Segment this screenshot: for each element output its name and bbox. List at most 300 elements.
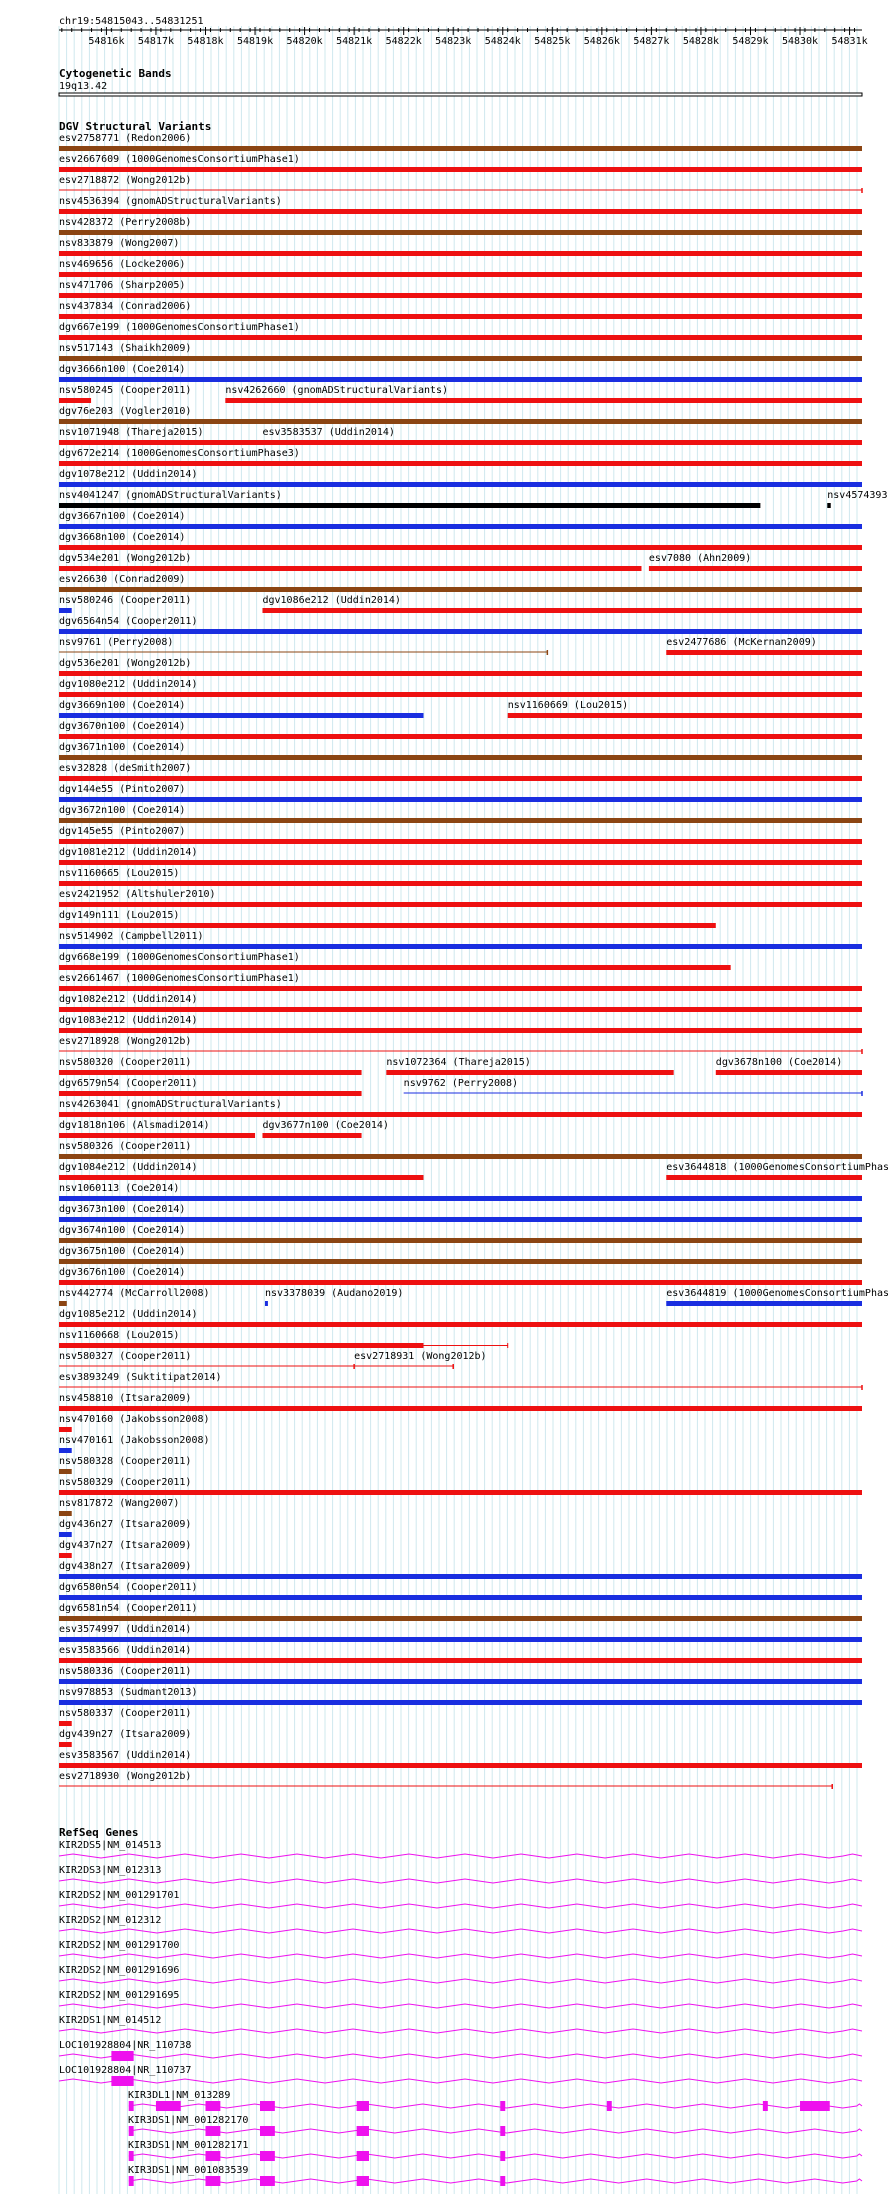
sv-bar xyxy=(386,1070,673,1075)
ruler-label: 54825k xyxy=(534,36,571,47)
sv-label: esv3893249 (Suktitipat2014) xyxy=(59,1372,222,1383)
sv-feature[interactable] xyxy=(59,847,862,865)
ruler-label: 54821k xyxy=(336,36,373,47)
sv-feature[interactable] xyxy=(59,595,191,613)
sv-label: nsv1160669 (Lou2015) xyxy=(507,700,629,711)
sv-label: dgv3678n100 (Coe2014) xyxy=(715,1057,843,1068)
sv-label: dgv3674n100 (Coe2014) xyxy=(59,1225,186,1236)
sv-bar xyxy=(59,1259,862,1264)
sv-label: nsv1072364 (Thareja2015) xyxy=(386,1057,531,1068)
sv-feature[interactable] xyxy=(265,1288,403,1306)
gene-exon xyxy=(205,2126,220,2136)
sv-bar xyxy=(59,251,862,256)
gene-feature[interactable] xyxy=(59,1865,862,1883)
sv-label: dgv6579n54 (Cooper2011) xyxy=(59,1078,198,1089)
sv-bar xyxy=(59,986,862,991)
ruler-label: 54826k xyxy=(583,36,620,47)
sv-feature[interactable] xyxy=(59,721,862,739)
sv-feature[interactable] xyxy=(59,238,862,256)
sv-label: nsv580337 (Cooper2011) xyxy=(59,1708,192,1719)
sv-label: esv2718931 (Wong2012b) xyxy=(354,1351,487,1362)
gene-exon xyxy=(205,2176,220,2186)
sv-feature[interactable] xyxy=(59,406,862,424)
gene-intron xyxy=(59,2079,862,2083)
cytoband-track-title: Cytogenetic Bands xyxy=(59,67,172,80)
sv-label: dgv3677n100 (Coe2014) xyxy=(262,1120,389,1131)
cytoband-track xyxy=(59,67,862,96)
sv-feature[interactable] xyxy=(649,553,862,571)
sv-bar xyxy=(59,566,641,571)
sv-feature[interactable] xyxy=(59,658,862,676)
sv-bar xyxy=(59,587,862,592)
sv-bar xyxy=(59,1637,862,1642)
sv-feature[interactable] xyxy=(59,679,862,697)
sv-feature[interactable] xyxy=(59,1309,862,1327)
sv-bar xyxy=(59,1007,862,1012)
sv-bar xyxy=(59,398,91,403)
sv-label: dgv534e201 (Wong2012b) xyxy=(59,553,192,564)
sv-label: nsv469656 (Locke2006) xyxy=(59,259,186,270)
sv-label: esv3583537 (Uddin2014) xyxy=(262,427,395,438)
sv-feature[interactable] xyxy=(59,1645,862,1663)
sv-feature[interactable] xyxy=(59,1561,862,1579)
sv-bar xyxy=(59,1427,72,1432)
sv-bar xyxy=(59,629,862,634)
sv-label: esv7080 (Ahn2009) xyxy=(648,553,752,564)
sv-feature[interactable] xyxy=(59,1036,862,1054)
sv-bar xyxy=(59,482,862,487)
sv-label: dgv536e201 (Wong2012b) xyxy=(59,658,192,669)
gene-intron xyxy=(129,2154,862,2158)
sv-label: esv3644819 (1000GenomesConsortiumPhas xyxy=(666,1288,890,1299)
sv-bar xyxy=(59,524,862,529)
sv-bar xyxy=(59,314,862,319)
sv-feature[interactable] xyxy=(59,868,862,886)
sv-label: dgv1086e212 (Uddin2014) xyxy=(262,595,401,606)
sv-label: nsv1160665 (Lou2015) xyxy=(59,868,180,879)
sv-bar xyxy=(59,1175,423,1180)
sv-feature[interactable] xyxy=(59,1393,862,1411)
sv-label: nsv9762 (Perry2008) xyxy=(403,1078,519,1089)
sv-feature[interactable] xyxy=(59,742,862,760)
sv-label: dgv438n27 (Itsara2009) xyxy=(59,1561,192,1572)
ruler-label: 54831k xyxy=(831,36,868,47)
sv-bar xyxy=(59,1595,862,1600)
sv-label: nsv517143 (Shaikh2009) xyxy=(59,343,192,354)
sv-bar xyxy=(59,1217,862,1222)
gene-exon xyxy=(129,2126,134,2136)
sv-bar xyxy=(59,902,862,907)
sv-feature[interactable] xyxy=(59,952,731,970)
cytoband-bar xyxy=(59,93,862,96)
sv-label: dgv3666n100 (Coe2014) xyxy=(59,364,186,375)
ruler-label: 54829k xyxy=(732,36,769,47)
sv-label: nsv3378039 (Audano2019) xyxy=(264,1288,404,1299)
sv-bar xyxy=(59,755,862,760)
gene-intron xyxy=(59,1929,862,1933)
ruler-label: 54827k xyxy=(633,36,670,47)
sv-bar xyxy=(59,1280,862,1285)
sv-feature[interactable] xyxy=(59,994,862,1012)
gene-label: KIR2DS5|NM_014513 xyxy=(59,1840,162,1851)
ruler-label: 54823k xyxy=(435,36,472,47)
sv-bar xyxy=(508,713,862,718)
sv-label: nsv1160668 (Lou2015) xyxy=(59,1330,180,1341)
sv-bar xyxy=(59,1301,67,1306)
sv-feature[interactable] xyxy=(59,154,862,172)
sv-feature[interactable] xyxy=(59,1687,862,1705)
sv-bar xyxy=(59,272,862,277)
gene-feature[interactable] xyxy=(59,1840,862,1858)
sv-label: esv2718872 (Wong2012b) xyxy=(59,175,192,186)
sv-label: esv3583566 (Uddin2014) xyxy=(59,1645,192,1656)
sv-label: dgv3672n100 (Coe2014) xyxy=(59,805,186,816)
sv-label: nsv580245 (Cooper2011) xyxy=(59,385,192,396)
sv-bar xyxy=(59,1448,72,1453)
gene-intron xyxy=(59,1904,862,1908)
sv-feature[interactable] xyxy=(225,385,862,403)
gene-feature[interactable] xyxy=(59,2040,862,2061)
sv-feature[interactable] xyxy=(59,259,862,277)
sv-label: dgv1084e212 (Uddin2014) xyxy=(59,1162,198,1173)
gene-exon xyxy=(156,2101,181,2111)
gene-label: KIR2DS2|NM_012312 xyxy=(59,1915,162,1926)
sv-bar xyxy=(59,293,862,298)
sv-feature[interactable] xyxy=(59,973,862,991)
sv-feature[interactable] xyxy=(59,805,862,823)
sv-label: dgv76e203 (Vogler2010) xyxy=(59,406,192,417)
sv-label: dgv1081e212 (Uddin2014) xyxy=(59,847,198,858)
sv-feature[interactable] xyxy=(59,469,862,487)
sv-label: dgv1818n106 (Alsmadi2014) xyxy=(59,1120,210,1131)
sv-label: nsv1060113 (Coe2014) xyxy=(59,1183,180,1194)
sv-label: dgv668e199 (1000GenomesConsortiumPhase1) xyxy=(59,952,300,963)
sv-feature[interactable] xyxy=(59,1204,862,1222)
gene-exon xyxy=(205,2151,220,2161)
sv-feature[interactable] xyxy=(59,1456,191,1474)
sv-feature[interactable] xyxy=(59,1372,862,1390)
sv-bar xyxy=(59,1763,862,1768)
sv-bar xyxy=(59,1133,255,1138)
sv-feature[interactable] xyxy=(262,595,862,613)
sv-bar xyxy=(59,671,862,676)
sv-label: esv2477686 (McKernan2009) xyxy=(666,637,817,648)
ruler-label: 54822k xyxy=(385,36,422,47)
sv-feature[interactable] xyxy=(59,1477,862,1495)
sv-feature[interactable] xyxy=(59,511,862,529)
gene-exon xyxy=(205,2101,220,2111)
gene-feature[interactable] xyxy=(59,1915,862,1933)
sv-feature[interactable] xyxy=(59,784,862,802)
sv-feature[interactable] xyxy=(666,1288,889,1306)
sv-bar xyxy=(59,860,862,865)
sv-feature[interactable] xyxy=(59,1099,862,1117)
sv-bar xyxy=(225,398,862,403)
sv-feature[interactable] xyxy=(716,1057,862,1075)
sv-feature[interactable] xyxy=(59,1330,508,1348)
gene-exon xyxy=(260,2151,275,2161)
sv-feature[interactable] xyxy=(59,217,862,235)
gene-exon xyxy=(800,2101,830,2111)
sv-label: nsv4536394 (gnomADStructuralVariants) xyxy=(59,196,282,207)
gene-label: KIR2DS3|NM_012313 xyxy=(59,1865,162,1876)
gene-intron xyxy=(59,1854,862,1858)
sv-label: dgv667e199 (1000GenomesConsortiumPhase1) xyxy=(59,322,300,333)
gene-feature[interactable] xyxy=(59,1940,862,1958)
sv-label: dgv3676n100 (Coe2014) xyxy=(59,1267,186,1278)
sv-bar xyxy=(59,419,862,424)
sv-bar xyxy=(59,1343,423,1348)
sv-feature[interactable] xyxy=(59,385,191,403)
sv-bar xyxy=(59,1700,862,1705)
ruler-label: 54817k xyxy=(137,36,175,47)
gene-intron xyxy=(59,2004,862,2008)
sv-feature[interactable] xyxy=(354,1351,486,1369)
gene-feature[interactable] xyxy=(128,2140,862,2161)
sv-bar xyxy=(59,461,862,466)
sv-feature[interactable] xyxy=(59,616,862,634)
sv-bar xyxy=(59,503,760,508)
gene-feature[interactable] xyxy=(59,1965,862,1983)
gene-intron xyxy=(129,2129,862,2133)
ruler-label: 54828k xyxy=(682,36,719,47)
sv-feature[interactable] xyxy=(59,322,862,340)
ruler-label: 54824k xyxy=(484,36,521,47)
sv-feature[interactable] xyxy=(262,427,862,445)
sv-label: dgv3669n100 (Coe2014) xyxy=(59,700,186,711)
cytoband-label: 19q13.42 xyxy=(59,81,108,92)
sv-feature[interactable] xyxy=(59,1624,862,1642)
sv-feature[interactable] xyxy=(59,364,862,382)
gene-label: KIR2DS2|NM_001291696 xyxy=(59,1965,180,1976)
sv-feature[interactable] xyxy=(59,1771,832,1789)
gene-intron xyxy=(59,2029,862,2033)
sv-label: nsv428372 (Perry2008b) xyxy=(59,217,192,228)
sv-feature[interactable] xyxy=(59,1267,862,1285)
sv-feature[interactable] xyxy=(508,700,862,718)
sv-label: nsv9761 (Perry2008) xyxy=(59,637,174,648)
sv-bar xyxy=(59,1070,362,1075)
sv-feature[interactable] xyxy=(59,1519,191,1537)
sv-bar xyxy=(59,1112,862,1117)
sv-label: dgv3668n100 (Coe2014) xyxy=(59,532,186,543)
sv-label: dgv1083e212 (Uddin2014) xyxy=(59,1015,198,1026)
sv-bar xyxy=(666,650,862,655)
sv-feature[interactable] xyxy=(666,1162,889,1180)
gene-feature[interactable] xyxy=(59,2065,862,2086)
sv-label: dgv6581n54 (Cooper2011) xyxy=(59,1603,198,1614)
sv-label: nsv580329 (Cooper2011) xyxy=(59,1477,192,1488)
sv-label: nsv580326 (Cooper2011) xyxy=(59,1141,192,1152)
sv-feature[interactable] xyxy=(59,133,862,151)
sv-feature[interactable] xyxy=(59,574,862,592)
sv-label: nsv978853 (Sudmant2013) xyxy=(59,1687,198,1698)
gene-exon xyxy=(129,2176,134,2186)
sv-feature[interactable] xyxy=(404,1078,862,1096)
sv-label: dgv3675n100 (Coe2014) xyxy=(59,1246,186,1257)
gene-feature[interactable] xyxy=(128,2115,862,2136)
gene-exon xyxy=(357,2126,369,2136)
sv-label: nsv580328 (Cooper2011) xyxy=(59,1456,192,1467)
sv-bar xyxy=(59,1742,72,1747)
gene-exon xyxy=(260,2176,275,2186)
ruler-label: 54830k xyxy=(781,36,819,47)
sv-label: esv3574997 (Uddin2014) xyxy=(59,1624,192,1635)
sv-feature[interactable] xyxy=(59,301,862,319)
gene-exon xyxy=(111,2051,133,2061)
sv-feature[interactable] xyxy=(59,931,862,949)
sv-bar xyxy=(59,608,72,613)
sv-label: nsv4041247 (gnomADStructuralVariants) xyxy=(59,490,282,501)
sv-bar xyxy=(59,1679,862,1684)
refseq-track-title: RefSeq Genes xyxy=(59,1826,139,1839)
gene-exon xyxy=(500,2176,505,2186)
sv-feature[interactable] xyxy=(59,1057,362,1075)
sv-feature[interactable] xyxy=(386,1057,673,1075)
sv-bar xyxy=(59,839,862,844)
sv-label: dgv6580n54 (Cooper2011) xyxy=(59,1582,198,1593)
sv-label: nsv470161 (Jakobsson2008) xyxy=(59,1435,210,1446)
sv-bar xyxy=(59,1532,72,1537)
gene-exon xyxy=(129,2101,134,2111)
sv-label: nsv4574393 xyxy=(827,490,888,501)
sv-bar xyxy=(666,1301,862,1306)
sv-feature[interactable] xyxy=(59,1120,255,1138)
sv-feature[interactable] xyxy=(59,1666,862,1684)
sv-label: nsv817872 (Wang2007) xyxy=(59,1498,180,1509)
sv-bar xyxy=(59,734,862,739)
gene-intron xyxy=(59,1879,862,1883)
sv-feature[interactable] xyxy=(59,1603,862,1621)
sv-label: nsv580246 (Cooper2011) xyxy=(59,595,192,606)
sv-feature[interactable] xyxy=(59,910,716,928)
sv-label: esv2718928 (Wong2012b) xyxy=(59,1036,192,1047)
sv-label: dgv437n27 (Itsara2009) xyxy=(59,1540,192,1551)
sv-bar xyxy=(59,1154,862,1159)
gene-label: KIR3DS1|NM_001083539 xyxy=(128,2165,249,2176)
sv-label: esv2661467 (1000GenomesConsortiumPhase1) xyxy=(59,973,300,984)
sv-label: dgv1080e212 (Uddin2014) xyxy=(59,679,198,690)
gene-label: KIR3DS1|NM_001282170 xyxy=(128,2115,249,2126)
sv-feature[interactable] xyxy=(59,1498,179,1516)
sv-bar xyxy=(59,1511,72,1516)
sv-label: dgv1078e212 (Uddin2014) xyxy=(59,469,198,480)
sv-feature[interactable] xyxy=(59,1708,191,1726)
sv-bar xyxy=(262,440,862,445)
sv-feature[interactable] xyxy=(59,196,862,214)
sv-feature[interactable] xyxy=(59,1750,862,1768)
sv-bar xyxy=(59,1406,862,1411)
sv-bar xyxy=(59,1196,862,1201)
ruler-label: 54819k xyxy=(236,36,274,47)
sv-feature[interactable] xyxy=(59,1225,862,1243)
sv-feature[interactable] xyxy=(59,448,862,466)
sv-label: esv2758771 (Redon2006) xyxy=(59,133,192,144)
sv-label: dgv3667n100 (Coe2014) xyxy=(59,511,186,522)
gene-intron xyxy=(59,2054,862,2058)
gene-label: KIR2DS2|NM_001291701 xyxy=(59,1890,180,1901)
gene-feature[interactable] xyxy=(128,2165,862,2186)
sv-bar xyxy=(59,335,862,340)
sv-label: nsv4263041 (gnomADStructuralVariants) xyxy=(59,1099,282,1110)
sv-bar xyxy=(59,797,862,802)
sv-bar xyxy=(59,965,731,970)
sv-label: esv2718930 (Wong2012b) xyxy=(59,1771,192,1782)
gene-feature[interactable] xyxy=(59,1990,862,2008)
sv-label: nsv4262660 (gnomADStructuralVariants) xyxy=(225,385,449,396)
sv-label: esv2421952 (Altshuler2010) xyxy=(59,889,216,900)
sv-bar xyxy=(59,881,862,886)
sv-bar xyxy=(59,944,862,949)
sv-bar xyxy=(59,209,862,214)
sv-label: dgv3671n100 (Coe2014) xyxy=(59,742,186,753)
gene-exon xyxy=(111,2076,133,2086)
sv-label: dgv149n111 (Lou2015) xyxy=(59,910,180,921)
gene-feature[interactable] xyxy=(59,2015,862,2033)
sv-bar xyxy=(59,146,862,151)
gene-intron xyxy=(59,1954,862,1958)
gene-exon xyxy=(357,2151,369,2161)
sv-label: nsv458810 (Itsara2009) xyxy=(59,1393,192,1404)
sv-feature[interactable] xyxy=(59,1729,191,1747)
gene-label: KIR2DS2|NM_001291695 xyxy=(59,1990,180,2001)
region-label: chr19:54815043..54831251 xyxy=(59,16,204,27)
sv-feature[interactable] xyxy=(59,1582,862,1600)
sv-label: nsv442774 (McCarroll2008) xyxy=(59,1288,210,1299)
sv-bar xyxy=(59,230,862,235)
sv-feature[interactable] xyxy=(59,1015,862,1033)
sv-bar xyxy=(59,1616,862,1621)
sv-bar xyxy=(262,608,862,613)
sv-feature[interactable] xyxy=(59,280,862,298)
sv-feature[interactable] xyxy=(59,889,862,907)
sv-bar xyxy=(59,1028,862,1033)
sv-feature[interactable] xyxy=(59,532,862,550)
sv-bar xyxy=(649,566,862,571)
sv-feature[interactable] xyxy=(59,553,641,571)
gene-feature[interactable] xyxy=(128,2090,862,2111)
sv-feature[interactable] xyxy=(59,343,862,361)
sv-bar xyxy=(59,545,862,550)
sv-label: esv2667609 (1000GenomesConsortiumPhase1) xyxy=(59,154,300,165)
sv-bar xyxy=(59,713,423,718)
sv-bar xyxy=(59,1574,862,1579)
gene-feature[interactable] xyxy=(59,1890,862,1908)
sv-feature[interactable] xyxy=(59,1246,862,1264)
sv-label: dgv3670n100 (Coe2014) xyxy=(59,721,186,732)
sv-feature[interactable] xyxy=(59,1078,362,1096)
sv-feature[interactable] xyxy=(59,826,862,844)
sv-bar xyxy=(827,503,830,508)
sv-feature[interactable] xyxy=(59,175,862,193)
sv-bar xyxy=(59,1322,862,1327)
gene-exon xyxy=(607,2101,612,2111)
sv-feature[interactable] xyxy=(59,637,547,655)
gene-exon xyxy=(357,2101,369,2111)
sv-label: nsv833879 (Wong2007) xyxy=(59,238,180,249)
sv-feature[interactable] xyxy=(59,1141,862,1159)
gene-exon xyxy=(500,2151,505,2161)
sv-bar xyxy=(59,1238,862,1243)
sv-feature[interactable] xyxy=(59,763,862,781)
sv-feature[interactable] xyxy=(59,1540,191,1558)
sv-feature[interactable] xyxy=(666,637,862,655)
sv-feature[interactable] xyxy=(59,490,760,508)
ruler-label: 54818k xyxy=(187,36,224,47)
sv-bar xyxy=(59,167,862,172)
sv-feature[interactable] xyxy=(262,1120,388,1138)
sv-feature[interactable] xyxy=(59,1183,862,1201)
